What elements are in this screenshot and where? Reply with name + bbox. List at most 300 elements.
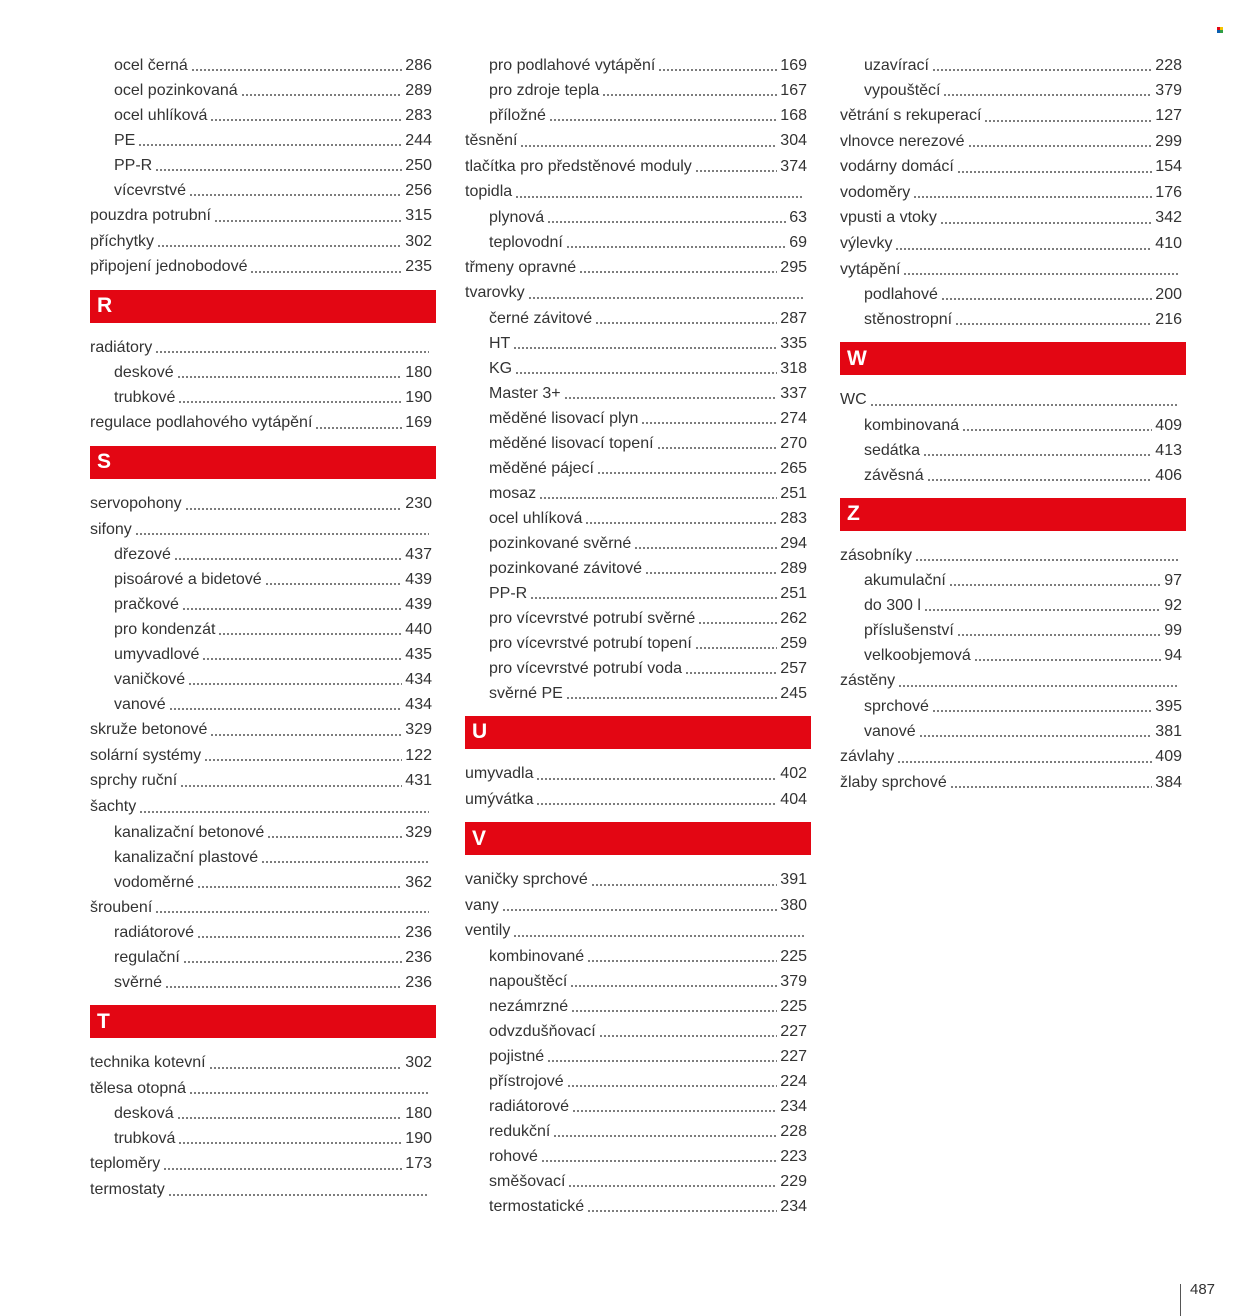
dot-leader [182, 592, 402, 617]
dot-leader [155, 335, 429, 361]
dot-leader [927, 463, 1153, 488]
dot-leader [957, 618, 1161, 643]
dot-leader [571, 994, 777, 1019]
entry-page-number: 236 [405, 974, 432, 992]
dot-leader [174, 542, 402, 567]
entry-term: vícevrstvé [114, 182, 187, 199]
entry-term: svěrné PE [489, 684, 563, 702]
dot-leader [943, 78, 1152, 103]
index-subentry [90, 970, 436, 995]
entry-page-number: 176 [1155, 183, 1182, 201]
entry-term: ocel uhlíková [489, 509, 583, 527]
index-entry [465, 787, 811, 813]
index-subentry [465, 1119, 811, 1144]
index-subentry [465, 681, 811, 706]
entry-page-number: 225 [780, 947, 807, 965]
entry-term: tvarovky [465, 284, 525, 302]
index-subentry [90, 820, 436, 845]
index-subentry [465, 581, 811, 606]
entry-term: akumulační [864, 572, 946, 590]
dot-leader [188, 667, 402, 692]
entry-term: odvzdušňovací [489, 1022, 596, 1040]
dot-leader [163, 1151, 402, 1177]
dot-leader [932, 53, 1152, 78]
index-entry [840, 770, 1186, 796]
dot-leader [950, 770, 1153, 796]
section-header-w [840, 342, 1186, 375]
index-entry [840, 180, 1186, 206]
entry-page-number: 410 [1155, 234, 1182, 252]
entry-page-number: 265 [780, 459, 807, 477]
dot-leader [602, 78, 777, 103]
dot-leader [189, 1076, 429, 1102]
dot-leader [923, 438, 1152, 463]
index-entry [465, 179, 811, 205]
section-letter: S [97, 450, 112, 474]
index-subentry [90, 870, 436, 895]
entry-term: připojení jednobodové [90, 258, 248, 276]
index-subentry [840, 78, 1186, 103]
entry-page-number: 440 [405, 621, 432, 639]
index-entry [465, 255, 811, 281]
index-subentry [465, 1169, 811, 1194]
brand-mark-icon [1217, 27, 1223, 33]
entry-term: pozinkované závitové [489, 559, 642, 577]
index-subentry [840, 438, 1186, 463]
index-subentry [840, 643, 1186, 668]
index-entry [840, 257, 1186, 283]
dot-leader [924, 593, 1161, 618]
index-subentry [465, 1044, 811, 1069]
index-entry [840, 129, 1186, 155]
index-entry [465, 154, 811, 180]
entry-page-number: 234 [780, 1097, 807, 1115]
entry-term: zásobníky [840, 546, 913, 564]
entry-term: šachty [90, 797, 137, 815]
entry-term: měděné pájecí [489, 459, 594, 477]
dot-leader [536, 761, 777, 787]
entry-page-number: 99 [1164, 622, 1182, 640]
dot-leader [178, 385, 402, 410]
entry-page-number: 251 [780, 584, 807, 602]
index-subentry [465, 481, 811, 506]
entry-page-number: 362 [405, 873, 432, 891]
index-subentry [90, 1126, 436, 1151]
dot-leader [135, 517, 429, 543]
entry-term: skruže betonové [90, 721, 208, 739]
index-entry [90, 517, 436, 543]
entry-term: těsnění [465, 132, 518, 149]
dot-leader [913, 180, 1152, 206]
entry-term: podlahové [864, 286, 938, 304]
index-subentry [465, 531, 811, 556]
entry-page-number: 294 [780, 534, 807, 552]
index-subentry [465, 556, 811, 581]
entry-page-number: 230 [405, 494, 432, 512]
dot-leader [138, 128, 402, 153]
entry-page-number: 245 [780, 684, 807, 702]
dot-leader [536, 787, 777, 813]
entry-term: vaničky sprchové [465, 871, 588, 889]
dot-leader [547, 205, 786, 230]
index-subentry [90, 1101, 436, 1126]
dot-leader [214, 203, 402, 229]
entry-term: vpusti a vtoky [840, 209, 937, 227]
dot-leader [895, 231, 1152, 257]
entry-page-number: 404 [780, 790, 807, 808]
index-subentry [465, 1019, 811, 1044]
dot-leader [941, 282, 1152, 307]
entry-page-number: 439 [405, 571, 432, 589]
entry-term: stěnostropní [864, 311, 953, 329]
entry-term: tělesa otopná [90, 1079, 187, 1097]
index-subentry [840, 618, 1186, 643]
entry-term: ocel uhlíková [114, 107, 208, 124]
dot-leader [919, 719, 1153, 744]
dot-leader [241, 78, 403, 103]
entry-page-number: 173 [405, 1155, 432, 1173]
entry-term: pro zdroje tepla [489, 82, 600, 99]
entry-term: topidla [465, 183, 513, 201]
dot-leader [695, 154, 778, 180]
entry-page-number: 236 [405, 949, 432, 967]
index-entry [840, 543, 1186, 569]
dot-leader [165, 970, 402, 995]
entry-term: černé závitové [489, 309, 593, 327]
entry-term: desková [114, 1105, 174, 1123]
index-subentry [90, 53, 436, 78]
entry-term: pro vícevrstvé potrubí voda [489, 659, 682, 677]
entry-page-number: 180 [405, 364, 432, 382]
index-entry [840, 387, 1186, 413]
entry-page-number: 380 [780, 896, 807, 914]
index-entry [90, 794, 436, 820]
index-entry [840, 668, 1186, 694]
dot-leader [547, 1044, 777, 1069]
entry-term: velkoobjemová [864, 647, 971, 665]
entry-page-number: 97 [1164, 572, 1182, 590]
index-subentry [840, 568, 1186, 593]
dot-leader [572, 1094, 777, 1119]
index-entry [90, 335, 436, 361]
dot-leader [502, 893, 778, 919]
dot-leader [155, 895, 429, 921]
entry-page-number: 335 [780, 334, 807, 352]
dot-leader [695, 631, 778, 656]
dot-leader [685, 656, 777, 681]
dot-leader [898, 668, 1179, 694]
entry-page-number: 374 [780, 157, 807, 175]
entry-term: servopohony [90, 494, 182, 512]
index-subentry [465, 994, 811, 1019]
section-letter: V [472, 826, 487, 850]
section-letter: W [847, 346, 867, 370]
section-header-r [90, 290, 436, 323]
index-subentry [465, 103, 811, 128]
entry-term: vlnovce nerezové [840, 132, 965, 150]
entry-page-number: 329 [405, 721, 432, 739]
entry-page-number: 431 [405, 772, 432, 790]
entry-page-number: 435 [405, 646, 432, 664]
entry-term: kombinovaná [864, 416, 960, 434]
entry-term: měděné lisovací plyn [489, 409, 639, 427]
dot-leader [932, 694, 1152, 719]
dot-leader [202, 642, 402, 667]
entry-page-number: 236 [405, 924, 432, 942]
index-subentry [465, 1069, 811, 1094]
entry-page-number: 381 [1155, 722, 1182, 740]
entry-term: příchytky [90, 232, 155, 250]
entry-term: vodoměrné [114, 873, 195, 891]
entry-page-number: 304 [780, 132, 807, 149]
dot-leader [549, 103, 777, 128]
entry-page-number: 337 [780, 384, 807, 402]
entry-term: vanové [864, 722, 916, 740]
entry-page-number: 227 [780, 1047, 807, 1065]
entry-term: trubkové [114, 389, 176, 407]
dot-leader [587, 1194, 777, 1219]
entry-term: přístrojové [489, 1072, 564, 1090]
dot-leader [197, 920, 402, 945]
entry-term: napouštěcí [489, 972, 568, 990]
entry-term: radiátory [90, 338, 153, 356]
entry-page-number: 402 [780, 764, 807, 782]
index-subentry [90, 692, 436, 717]
entry-term: redukční [489, 1122, 551, 1140]
entry-term: radiátorové [114, 924, 195, 942]
index-subentry [90, 920, 436, 945]
section-letter: Z [847, 502, 860, 526]
dot-leader [957, 154, 1152, 180]
entry-term: šroubení [90, 898, 153, 916]
dot-leader [599, 1019, 778, 1044]
entry-term: dřezové [114, 546, 171, 564]
entry-page-number: 122 [405, 746, 432, 764]
section-letter: U [472, 720, 488, 744]
index-entry [90, 254, 436, 280]
entry-page-number: 168 [780, 107, 807, 124]
entry-term: PP-R [114, 157, 153, 174]
entry-term: zástěny [840, 672, 896, 690]
dot-leader [157, 229, 402, 255]
dot-leader [520, 128, 777, 154]
entry-term: teplovodní [489, 233, 563, 251]
dot-leader [955, 307, 1152, 332]
entry-page-number: 289 [405, 82, 432, 99]
entry-term: pouzdra potrubní [90, 207, 211, 224]
entry-page-number: 379 [780, 972, 807, 990]
dot-leader [177, 1101, 403, 1126]
section-letter: T [97, 1009, 110, 1033]
dot-leader [265, 567, 403, 592]
index-column-left [90, 53, 436, 1203]
index-subentry [840, 694, 1186, 719]
index-subentry [465, 356, 811, 381]
dot-leader [597, 456, 777, 481]
dot-leader [155, 153, 402, 178]
entry-page-number: 251 [780, 484, 807, 502]
index-entry [90, 1151, 436, 1177]
index-subentry [90, 78, 436, 103]
index-entry [465, 761, 811, 787]
index-subentry [465, 606, 811, 631]
index-subentry [465, 230, 811, 255]
index-column-middle [465, 53, 811, 1219]
entry-term: příslušenství [864, 622, 954, 640]
entry-page-number: 286 [405, 57, 432, 74]
entry-page-number: 63 [789, 208, 807, 226]
entry-term: pro vícevrstvé potrubí svěrné [489, 609, 696, 627]
dot-leader [180, 768, 402, 794]
index-entry [465, 280, 811, 306]
index-entry [90, 229, 436, 255]
dot-leader [567, 1069, 778, 1094]
entry-page-number: 270 [780, 434, 807, 452]
section-header-z [840, 498, 1186, 531]
dot-leader [168, 1177, 429, 1203]
entry-term: WC [840, 391, 867, 409]
entry-page-number: 409 [1155, 416, 1182, 434]
index-entry [90, 491, 436, 517]
entry-page-number: 391 [780, 871, 807, 889]
dot-leader [210, 103, 402, 128]
dot-leader [267, 820, 402, 845]
entry-page-number: 190 [405, 1130, 432, 1148]
dot-leader [566, 230, 786, 255]
entry-page-number: 167 [780, 82, 807, 99]
entry-term: sprchové [864, 697, 929, 715]
index-subentry [840, 282, 1186, 307]
entry-term: mosaz [489, 484, 537, 502]
index-subentry [90, 103, 436, 128]
entry-page-number: 259 [780, 634, 807, 652]
entry-page-number: 224 [780, 1072, 807, 1090]
index-subentry [465, 1194, 811, 1219]
entry-term: teploměry [90, 1155, 161, 1173]
index-entry [90, 1177, 436, 1203]
entry-term: třmeny opravné [465, 258, 577, 276]
entry-term: KG [489, 359, 513, 377]
dot-leader [595, 306, 777, 331]
entry-page-number: 180 [405, 1105, 432, 1123]
entry-term: pojistné [489, 1047, 545, 1065]
dot-leader [139, 794, 429, 820]
dot-leader [984, 103, 1152, 129]
dot-leader [191, 53, 402, 78]
entry-page-number: 274 [780, 409, 807, 427]
dot-leader [585, 506, 777, 531]
dot-leader [657, 431, 778, 456]
index-subentry [90, 153, 436, 178]
index-subentry [465, 1094, 811, 1119]
dot-leader [591, 867, 778, 893]
entry-page-number: 434 [405, 696, 432, 714]
index-subentry [840, 719, 1186, 744]
dot-leader [634, 531, 777, 556]
dot-leader [539, 481, 777, 506]
dot-leader [897, 744, 1152, 770]
dot-leader [189, 178, 402, 203]
section-letter: R [97, 294, 113, 318]
entry-page-number: 262 [780, 609, 807, 627]
entry-term: umyvadlové [114, 646, 200, 664]
index-subentry [465, 306, 811, 331]
entry-page-number: 190 [405, 389, 432, 407]
entry-page-number: 229 [780, 1172, 807, 1190]
index-column-right [840, 53, 1186, 795]
index-entry [90, 895, 436, 921]
entry-term: sedátka [864, 441, 921, 459]
index-subentry [90, 567, 436, 592]
dot-leader [513, 918, 804, 944]
entry-term: plynová [489, 208, 545, 226]
dot-leader [261, 845, 429, 870]
entry-page-number: 154 [1155, 158, 1182, 176]
entry-page-number: 283 [780, 509, 807, 527]
entry-term: technika kotevní [90, 1054, 206, 1072]
index-entry [465, 128, 811, 154]
entry-term: trubková [114, 1130, 176, 1148]
index-entry [840, 205, 1186, 231]
entry-page-number: 234 [780, 1197, 807, 1215]
entry-term: do 300 l [864, 597, 921, 615]
entry-page-number: 228 [780, 1122, 807, 1140]
entry-term: vaničkové [114, 671, 186, 689]
index-subentry [465, 656, 811, 681]
entry-term: vypouštěcí [864, 82, 941, 99]
dot-leader [515, 356, 777, 381]
entry-page-number: 235 [405, 258, 432, 276]
section-header-u [465, 716, 811, 749]
entry-term: termostatické [489, 1197, 585, 1215]
entry-term: vany [465, 896, 499, 914]
index-entry [90, 717, 436, 743]
dot-leader [183, 945, 402, 970]
entry-term: příložné [489, 107, 546, 124]
entry-term: regulační [114, 949, 180, 967]
entry-page-number: 228 [1155, 57, 1182, 74]
index-entry [90, 1076, 436, 1102]
entry-term: žlaby sprchové [840, 773, 947, 791]
dot-leader [579, 255, 777, 281]
section-header-v [465, 822, 811, 855]
index-entry [840, 744, 1186, 770]
index-subentry [465, 381, 811, 406]
entry-term: vytápění [840, 260, 901, 278]
entry-page-number: 295 [780, 258, 807, 276]
entry-page-number: 200 [1155, 286, 1182, 304]
entry-page-number: 227 [780, 1022, 807, 1040]
index-subentry [465, 406, 811, 431]
index-subentry [465, 456, 811, 481]
entry-term: solární systémy [90, 746, 202, 764]
entry-page-number: 302 [405, 232, 432, 250]
page-number: 487 [1190, 1281, 1216, 1298]
index-subentry [90, 592, 436, 617]
dot-leader [530, 581, 777, 606]
entry-page-number: 318 [780, 359, 807, 377]
entry-term: větrání s rekuperací [840, 107, 982, 124]
index-subentry [465, 53, 811, 78]
entry-page-number: 439 [405, 596, 432, 614]
index-entry [90, 203, 436, 229]
entry-term: kanalizační plastové [114, 848, 259, 866]
index-subentry [90, 845, 436, 870]
index-subentry [465, 331, 811, 356]
entry-term: výlevky [840, 234, 893, 252]
dot-leader [177, 360, 403, 385]
entry-page-number: 384 [1155, 773, 1182, 791]
